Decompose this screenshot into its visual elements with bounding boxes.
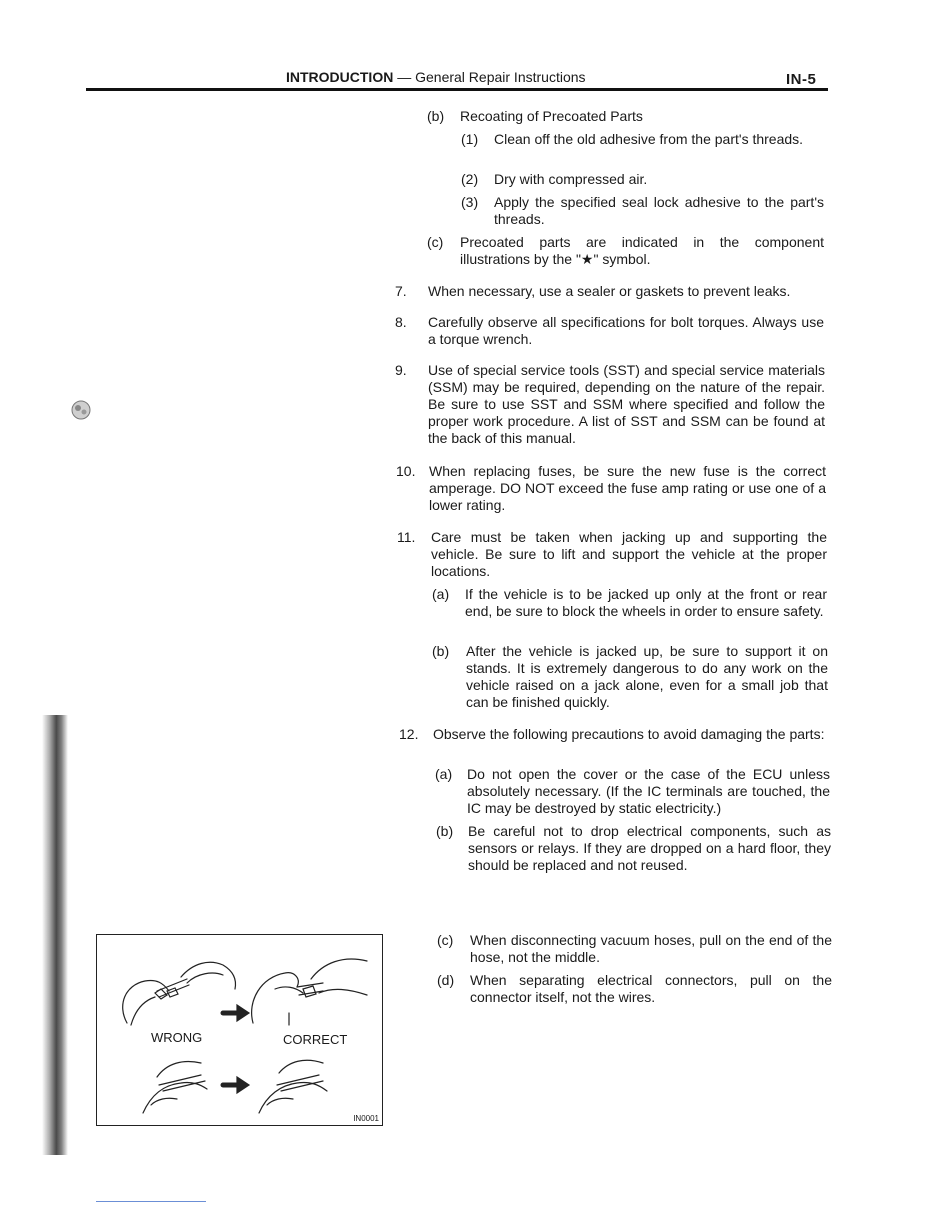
item9-label: 9. [395,362,407,378]
header-title [286,69,586,85]
item11a-label: (a) [432,586,450,602]
wrong-label: WRONG [151,1030,203,1045]
figure-id: IN0001 [353,1114,379,1123]
b1-text: Clean off the old adhesive from the part's threads. [494,131,804,147]
item7-label: 7. [395,283,407,299]
b-recoat-label: (b) [427,108,445,124]
correct-label: CORRECT [283,1032,348,1047]
b1-label: (1) [461,131,479,147]
connector-hose-figure [96,934,383,1126]
b3-text: Apply the specified seal lock adhesive to the part's threads. [494,194,824,227]
item12c-text: When disconnecting vacuum hoses, pull on the end of the hose, not the middle. [470,932,832,965]
header-section: INTRODUCTION [286,69,394,85]
item12d-label: (d) [437,972,455,988]
b2-text: Dry with compressed air. [494,171,648,187]
b3-label: (3) [461,194,479,210]
item11b-label: (b) [432,643,450,659]
item12c-label: (c) [437,932,454,948]
item10-text: When replacing fuses, be sure the new fuse is the correct amperage. DO NOT exceed the fuse amp rating or use one of a lower rating. [429,463,826,513]
item12a-label: (a) [435,766,453,782]
item12b-text: Be careful not to drop electrical components, such as sensors or relays. If they are dropped on a hard floor, they should be replaced and not reused. [468,823,831,873]
item11b-text: After the vehicle is jacked up, be sure to support it on stands. It is extremely dangerous to do any work on the vehicle raised on a jack alone, even for a small job that can be finished quickly. [466,643,828,710]
header-rule [86,88,828,91]
item12-text: Observe the following precautions to avoid damaging the parts: [433,726,825,742]
header-subtitle: General Repair Instructions [415,69,586,85]
page-number: IN-5 [786,71,817,88]
hand-illustration [97,935,382,1125]
item11a-text: If the vehicle is to be jacked up only at the front or rear end, be sure to block the wheels in order to ensure safety. [465,586,827,619]
header-dash: — [393,69,416,85]
item7-text: When necessary, use a sealer or gaskets to prevent leaks. [428,283,791,299]
item12b-label: (b) [436,823,454,839]
item12-label: 12. [399,726,419,742]
item12d-text: When separating electrical connectors, pull on the connector itself, not the wires. [470,972,832,1005]
c-precoat-text: Precoated parts are indicated in the component illustrations by the "★" symbol. [460,234,824,267]
item9-text: Use of special service tools (SST) and special service materials (SSM) may be required, depending on the nature of the repair. Be sure to use SST and SSM where specified and follow the proper work procedure. A list of SST and SSM can be found at the back of this manual. [428,362,825,446]
footer-link-line [96,1201,206,1202]
scan-edge-shadow [42,715,68,1155]
b2-label: (2) [461,171,479,187]
item8-text: Carefully observe all specifications for bolt torques. Always use a torque wrench. [428,314,824,347]
punch-mark [68,398,94,424]
item10-label: 10. [396,463,416,479]
b-recoat-text: Recoating of Precoated Parts [460,108,643,124]
item11-label: 11. [397,529,416,545]
c-precoat-label: (c) [427,234,444,250]
item12a-text: Do not open the cover or the case of the ECU unless absolutely necessary. (If the IC terminals are touched, the IC may be destroyed by static electricity.) [467,766,830,816]
item11-text: Care must be taken when jacking up and supporting the vehicle. Be sure to lift and support the vehicle at the proper locations. [431,529,827,579]
item8-label: 8. [395,314,407,330]
